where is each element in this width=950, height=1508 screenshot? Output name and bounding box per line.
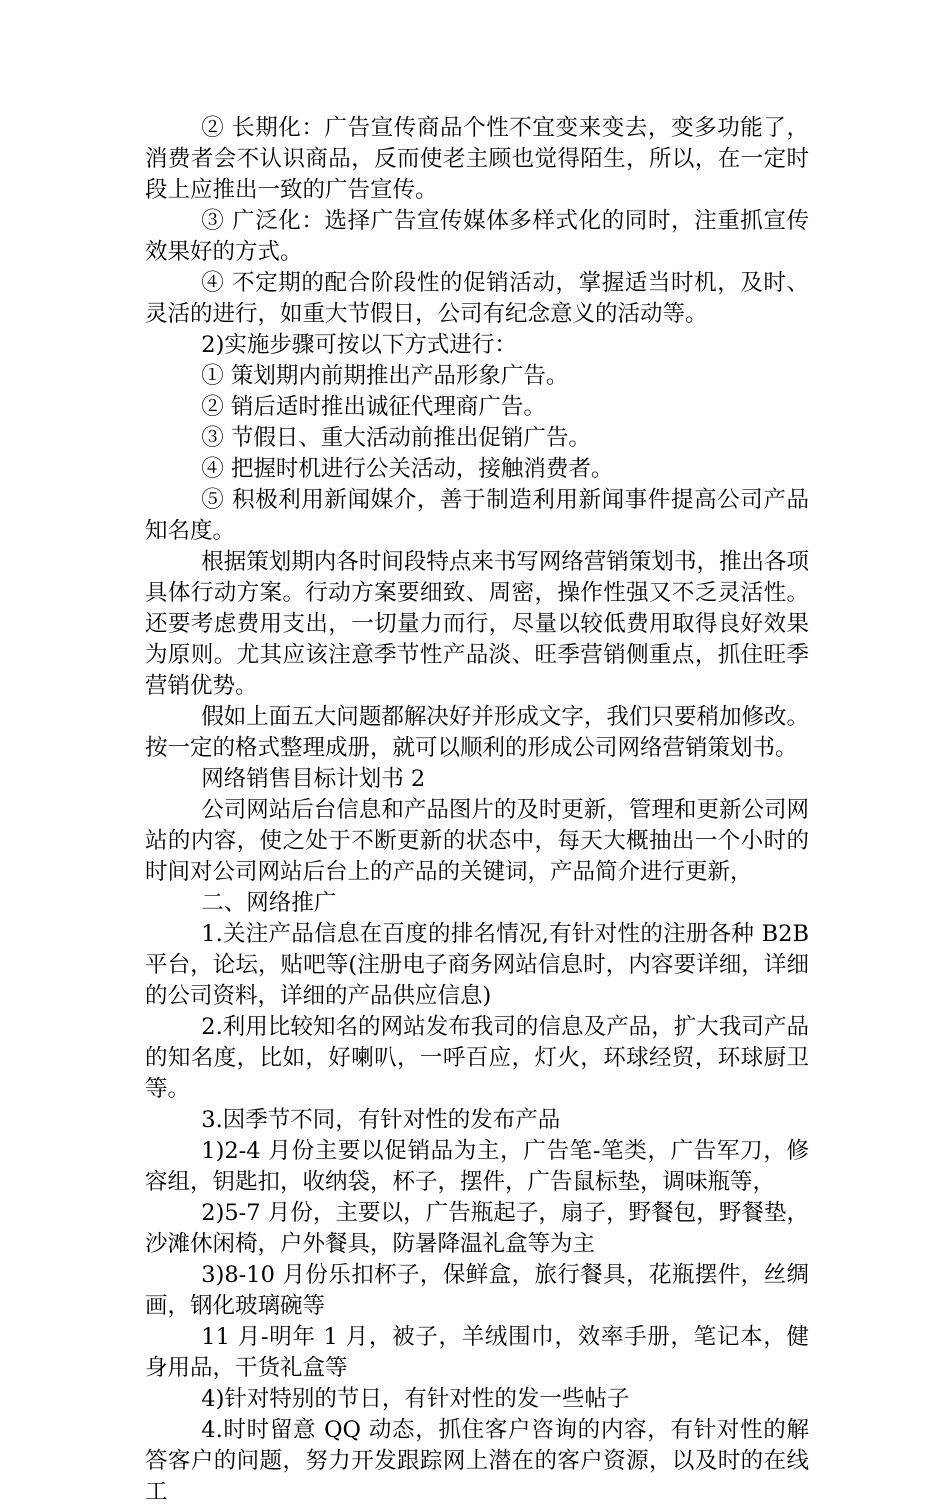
paragraph-steps-heading: 2)实施步骤可按以下方式进行： <box>201 332 517 358</box>
paragraph-season-1: 1)2-4 月份主要以促销品为主，广告笔-笔类，广告军刀，修容组，钥匙扣，收纳袋，杯子，摆件，广告鼠标垫，调味瓶等， <box>145 1138 809 1195</box>
paragraph-broad: ③ 广泛化：选择广告宣传媒体多样式化的同时，注重抓宣传效果好的方式。 <box>145 208 809 265</box>
section-title: 网络销售目标计划书 2 <box>201 766 426 792</box>
paragraph-step-4: ④ 把握时机进行公关活动，接触消费者。 <box>201 456 614 482</box>
paragraph-item-2: 2.利用比较知名的网站发布我司的信息及产品，扩大我司产品的知名度，比如，好喇叭，一呼百应，灯火，环球经贸，环球厨卫等。 <box>145 1014 809 1102</box>
section-heading-promotion: 二、网络推广 <box>201 890 337 916</box>
paragraph-step-3: ③ 节假日、重大活动前推出促销广告。 <box>201 425 591 451</box>
paragraph-item-4: 4.时时留意 QQ 动态，抓住客户咨询的内容，有针对性的解答客户的问题，努力开发跟踪网上潜在的客户资源，以及时的在线工 <box>145 1417 809 1505</box>
paragraph-season-2: 2)5-7 月份，主要以，广告瓶起子，扇子，野餐包，野餐垫，沙滩休闲椅，户外餐具，防暑降温礼盒等为主 <box>145 1200 809 1257</box>
paragraph-long-term: ② 长期化：广告宣传商品个性不宜变来变去，变多功能了，消费者会不认识商品，反而使老主顾也觉得陌生，所以，在一定时段上应推出一致的广告宣传。 <box>145 115 809 203</box>
paragraph-item-3: 3.因季节不同，有针对性的发布产品 <box>201 1107 561 1133</box>
paragraph-season-3: 3)8-10 月份乐扣杯子，保鲜盒，旅行餐具，花瓶摆件，丝绸画，钢化玻璃碗等 <box>145 1262 809 1319</box>
paragraph-holiday: 4)针对特别的节日，有针对性的发一些帖子 <box>201 1386 630 1412</box>
paragraph-season-4: 11 月-明年 1 月，被子，羊绒围巾，效率手册，笔记本，健身用品，干货礼盒等 <box>145 1324 809 1381</box>
paragraph-website-update: 公司网站后台信息和产品图片的及时更新，管理和更新公司网站的内容，使之处于不断更新的状态中，每天大概抽出一个小时的时间对公司网站后台上的产品的关键词，产品简介进行更新， <box>145 797 809 885</box>
paragraph-step-2: ② 销后适时推出诚征代理商广告。 <box>201 394 546 420</box>
paragraph-summary: 假如上面五大问题都解决好并形成文字，我们只要稍加修改。按一定的格式整理成册，就可以顺利的形成公司网络营销策划书。 <box>145 704 809 761</box>
paragraph-plan-writing: 根据策划期内各时间段特点来书写网络营销策划书，推出各项具体行动方案。行动方案要细致、周密，操作性强又不乏灵活性。还要考虑费用支出，一切量力而行，尽量以较低费用取得良好效果为原则。尤其应该注意季节性产品淡、旺季营销侧重点，抓住旺季营销优势。 <box>145 549 809 699</box>
paragraph-item-1: 1.关注产品信息在百度的排名情况,有针对性的注册各种 B2B 平台，论坛，贴吧等(注册电子商务网站信息时，内容要详细，详细的公司资料，详细的产品供应信息) <box>145 921 809 1009</box>
document-body <box>145 113 809 1508</box>
paragraph-irregular-promo: ④ 不定期的配合阶段性的促销活动，掌握适当时机，及时、灵活的进行，如重大节假日，公司有纪念意义的活动等。 <box>145 270 809 327</box>
paragraph-step-1: ① 策划期内前期推出产品形象广告。 <box>201 363 569 389</box>
paragraph-step-5: ⑤ 积极利用新闻媒介，善于制造利用新闻事件提高公司产品知名度。 <box>145 487 809 544</box>
